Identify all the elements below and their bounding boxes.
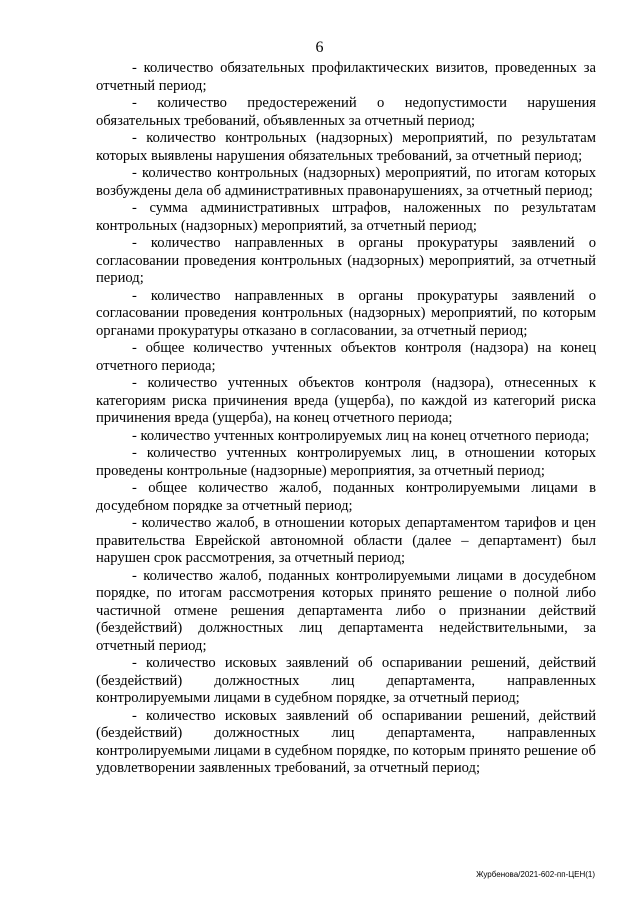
list-item: - количество контрольных (надзорных) мероприятий, по итогам которых возбуждены дела об административных правонарушениях, за отчетный период; xyxy=(96,165,596,199)
list-item: - количество учтенных контролируемых лиц на конец отчетного периода; xyxy=(132,427,590,444)
list-item: - количество учтенных контролируемых лиц, в отношении которых проведены контрольные (надзорные) мероприятия, за отчетный период; xyxy=(96,445,596,479)
list-item: - количество учтенных объектов контроля (надзора), отнесенных к категориям риска причинения вреда (ущерба), по каждой из категорий риска причинения вреда (ущерба), на конец отчетного периода; xyxy=(96,375,596,426)
document-body xyxy=(96,60,596,778)
list-item: - количество направленных в органы прокуратуры заявлений о согласовании проведения контрольных (надзорных) мероприятий, по которым органами прокуратуры отказано в согласовании, за отчетный период; xyxy=(96,287,596,339)
list-item: - количество контрольных (надзорных) мероприятий, по результатам которых выявлены нарушения обязательных требований, за отчетный период; xyxy=(96,130,596,164)
list-item: - общее количество учтенных объектов контроля (надзора) на конец отчетного периода; xyxy=(96,340,596,374)
list-item: - количество жалоб, поданных контролируемыми лицами в досудебном порядке, по итогам рассмотрения которых принято решение о полной либо частичной отмене решения департамента либо о признании действий (бездействий) должностных лиц департамента недействительными, за отчетный период; xyxy=(96,567,596,654)
list-item: - количество исковых заявлений об оспаривании решений, действий (бездействий) должностных лиц департамента, направленных контролируемыми лицами в судебном порядке, за отчетный период; xyxy=(96,655,596,706)
list-item: - количество предостережений о недопустимости нарушения обязательных требований, объявленных за отчетный период; xyxy=(96,95,596,129)
list-item: - количество исковых заявлений об оспаривании решений, действий (бездействий) должностных лиц департамента, направленных контролируемыми лицами в судебном порядке, по которым принято решение об удовлетворении заявленных требований, за отчетный период; xyxy=(96,707,596,776)
list-item: - количество обязательных профилактических визитов, проведенных за отчетный период; xyxy=(96,60,596,94)
document-code: Журбенова/2021-602-пп-ЦЕН(1) xyxy=(476,870,595,879)
list-item: - общее количество жалоб, поданных контролируемыми лицами в досудебном порядке за отчетный период; xyxy=(96,480,596,514)
list-item: - сумма административных штрафов, наложенных по результатам контрольных (надзорных) мероприятий, за отчетный период; xyxy=(96,200,596,234)
list-item: - количество направленных в органы прокуратуры заявлений о согласовании проведения контрольных (надзорных) мероприятий, за отчетный период; xyxy=(96,235,596,286)
page-number: 6 xyxy=(315,39,324,56)
list-item: - количество жалоб, в отношении которых департаментом тарифов и цен правительства Еврейской автономной области (далее – департамент) был нарушен срок рассмотрения, за отчетный период; xyxy=(96,515,596,566)
